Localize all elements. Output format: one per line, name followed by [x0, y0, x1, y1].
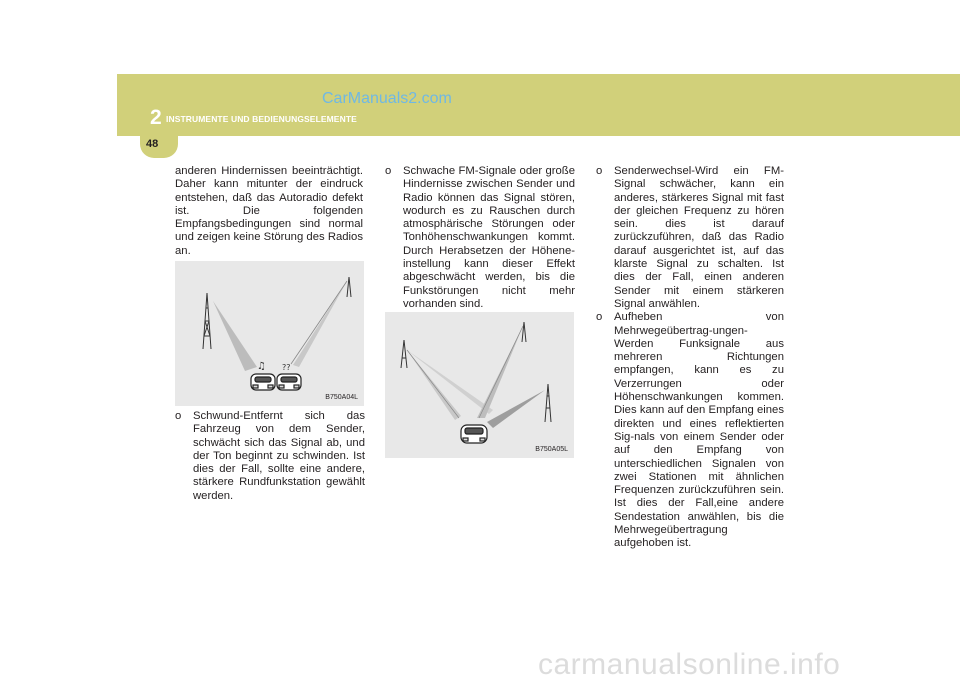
bullet-text: Aufheben von Mehrwegeübertrag-ungen-Werden Funksignale aus mehreren Richtungen empfangen, kann es zu Verzerrungen oder Höhenschwankungen kommen. Dies kann auf den Empfang eines direkten und eines reflektierten Sig-nals von einem Sender oder auf den Empfang von unterschiedlichen Signalen von zwei Stationen mit ähnlichen Frequenzen zurückzuführen sein. Ist dies der Fall,eine andere Sendestation anwählen, bis die Mehrwegeübertragung aufgehoben ist. — [614, 311, 784, 550]
footer-watermark: carmanualsonline.info — [538, 648, 841, 681]
signal-beam — [293, 281, 347, 367]
question-marks-icon: ?? — [282, 363, 291, 372]
header-band — [117, 74, 960, 136]
bullet-text: Senderwechsel-Wird ein FM-Signal schwächer, kann ein anderes, stärkeres Signal mit fast der gleichen Frequenz zu hören sein. dies ist darauf zurückzuführen, daß das Radio darauf ausgerichtet ist, auf das klarste Signal zu schalten. Ist dies der Fall, einen anderen Sender mit einem stärkeren Signal anwählen. — [614, 165, 784, 310]
figure-fading-signal — [175, 261, 364, 406]
bullet-text: Schwund-Entfernt sich das Fahrzeug von dem Sender, schwächt sich das Signal ab, und der Ton beginnt zu schwinden. Ist dies der Fall, sollte eine andere, stärkere Rundfunkstation gewählt werden. — [193, 410, 365, 502]
figure-multipath — [385, 312, 574, 458]
section-number: 2 — [150, 106, 162, 129]
figure-code: B750A04L — [325, 394, 358, 401]
bullet-fading — [175, 410, 365, 503]
radio-tower-icon — [522, 322, 526, 342]
bullet-mark: o — [175, 410, 182, 422]
bullet-multipath — [596, 311, 784, 550]
column-1-text — [175, 165, 363, 258]
bullet-mark: o — [596, 311, 603, 324]
radio-tower-icon — [347, 277, 351, 297]
car-icon — [277, 374, 301, 390]
car-icon — [251, 374, 275, 390]
watermark-link[interactable]: CarManuals2.com — [322, 90, 452, 107]
radio-tower-icon — [545, 384, 551, 422]
bullet-station-change — [596, 165, 784, 311]
signal-beam — [213, 301, 257, 371]
bullet-mark: o — [385, 165, 392, 177]
column-2-text — [385, 165, 575, 311]
multipath-illustration — [385, 312, 574, 458]
page-number: 48 — [146, 138, 159, 150]
column-3-text — [596, 165, 784, 551]
bullet-weak-signal — [385, 165, 575, 311]
bullet-text: Schwache FM-Signale oder große Hindernisse zwischen Sender und Radio können das Signal stören, wodurch es zu Rauschen durch atmosphärische Störungen oder Tonhöhenschwankungen kommt. Durch Herabsetzen der Höhene-instellung kann dieser Effekt abgeschwächt werden, bis die Funkstörungen nicht mehr vorhanden sind. — [403, 165, 575, 310]
figure-code: B750A05L — [535, 446, 568, 453]
car-icon — [461, 425, 487, 443]
signal-beam — [487, 390, 545, 428]
column-1-bullets — [175, 410, 365, 503]
music-note-icon: ♫ — [257, 361, 266, 372]
bullet-mark: o — [596, 165, 603, 177]
radio-tower-icon — [401, 340, 407, 368]
radio-tower-icon — [203, 293, 211, 349]
section-title: INSTRUMENTE UND BEDIENUNGSELEMENTE — [166, 114, 357, 124]
fading-signal-illustration — [175, 261, 364, 406]
continuation-paragraph: anderen Hindernissen beeinträchtigt. Daher kann mitunter der eindruck entstehen, daß das Autoradio defekt ist. Die folgenden Empfangsbedingungen sind normal und zeigen keine Störung des Radios an. — [175, 165, 363, 257]
